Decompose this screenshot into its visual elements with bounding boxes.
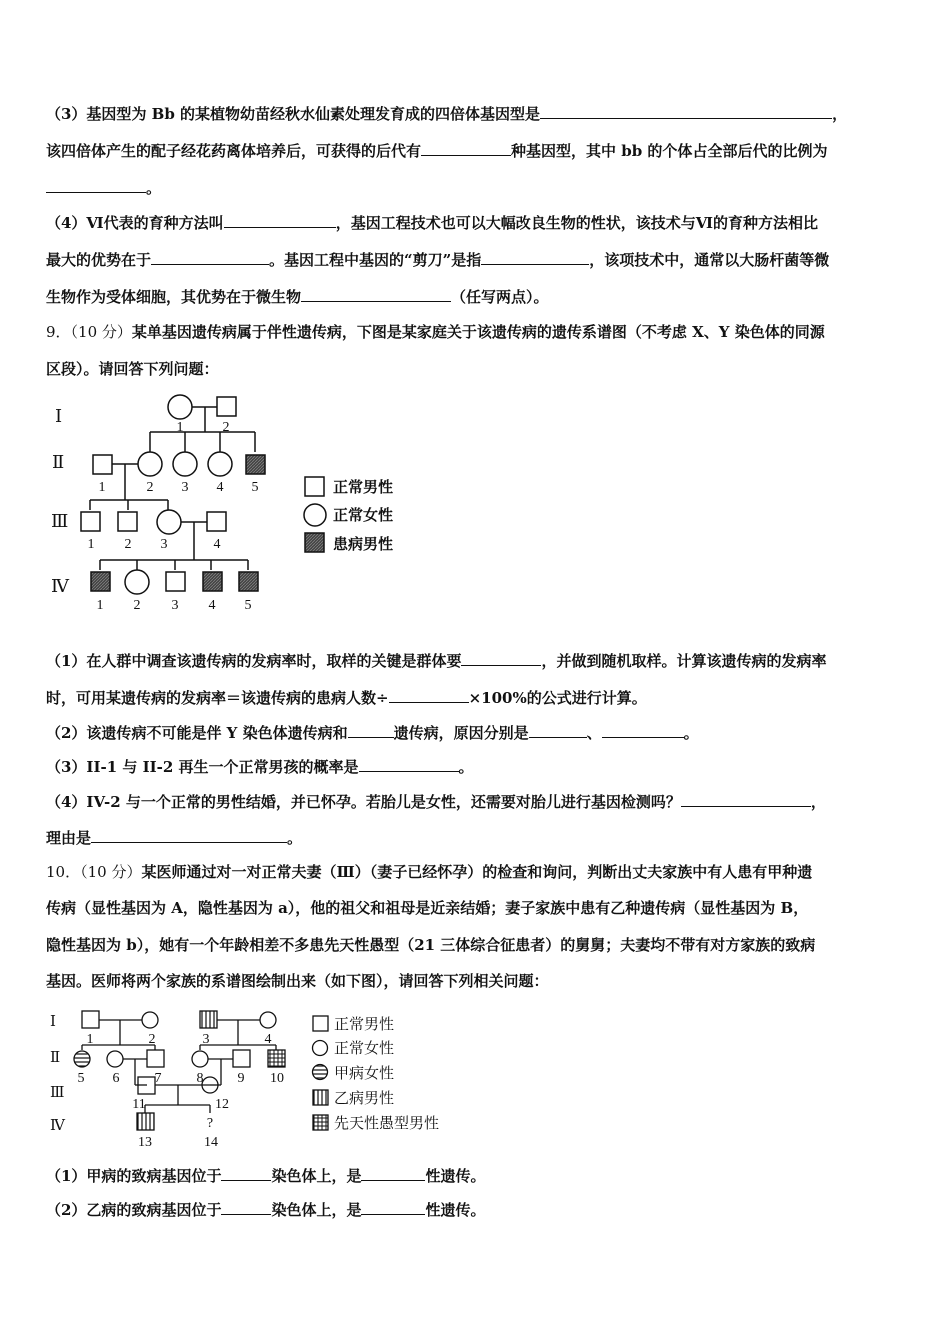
individual-number: 12 xyxy=(215,1097,229,1112)
II-6-normal-female xyxy=(107,1051,123,1067)
individual-number: 5 xyxy=(251,480,259,495)
answer-blank[interactable] xyxy=(681,791,811,807)
q10-p1 xyxy=(46,1165,910,1186)
gen-label: Ⅰ xyxy=(50,1014,56,1030)
answer-blank[interactable] xyxy=(224,212,336,228)
individual-number: 2 xyxy=(124,537,132,552)
II-2-female xyxy=(138,452,162,476)
answer-blank[interactable] xyxy=(91,827,287,843)
text: （4）IV-2 与一个正常的男性结婚，并已怀孕。若胎儿是女性，还需要对胎儿进行基因检测吗？ xyxy=(46,793,681,811)
unknown-fetus-mark: ? xyxy=(206,1116,214,1131)
II-5-jia-female xyxy=(74,1051,90,1067)
legend-down-male-symbol xyxy=(313,1115,328,1130)
gen-label: Ⅱ xyxy=(52,452,65,472)
individual-number: 1 xyxy=(86,1032,94,1047)
individual-number: 4 xyxy=(208,598,216,613)
text: 性遗传。 xyxy=(425,1201,486,1219)
q10-stem-line4 xyxy=(46,971,910,991)
individual-number: 2 xyxy=(222,420,230,435)
IV-5-affected-male xyxy=(239,572,258,591)
text: 基因。医师将两个家族的系谱图绘制出来（如下图），请回答下列相关问题： xyxy=(46,972,549,990)
text: （4）Ⅵ代表的育种方法叫 xyxy=(46,214,224,232)
answer-blank[interactable] xyxy=(361,1165,425,1181)
text: 遗传病，原因分别是 xyxy=(393,724,529,742)
legend-normal-female-symbol xyxy=(313,1041,328,1056)
text: 性遗传。 xyxy=(425,1167,486,1185)
text: （2）该遗传病不可能是伴 Y 染色体遗传病和 xyxy=(46,724,348,742)
q9-p2 xyxy=(46,722,910,743)
q10-stem-line2 xyxy=(46,898,910,918)
individual-number: 3 xyxy=(171,598,179,613)
gen-label: Ⅲ xyxy=(51,511,69,531)
answer-blank[interactable] xyxy=(221,1165,271,1181)
question-number: 9． xyxy=(46,323,71,341)
q9-stem-line1 xyxy=(46,322,910,342)
text: 传病（显性基因为 A，隐性基因为 a），他的祖父和祖母是近亲结婚；妻子家族中患有乙种遗传病（显性基因为 B， xyxy=(46,899,809,917)
text: 隐性基因为 b），她有一个年龄相差不多患先天性愚型（21 三体综合征患者）的舅舅；夫妻均不带有对方家族的致病 xyxy=(46,936,816,954)
individual-number: 3 xyxy=(160,537,168,552)
II-1-male xyxy=(93,455,112,474)
text: （1）在人群中调查该遗传病的发病率时，取样的关键是群体要 xyxy=(46,652,462,670)
gen-label: Ⅳ xyxy=(50,1118,65,1134)
answer-blank[interactable] xyxy=(421,140,511,156)
text: 。 xyxy=(146,179,162,197)
individual-number: 7 xyxy=(154,1071,162,1086)
q8-p3-line3 xyxy=(46,177,910,198)
text: 。 xyxy=(683,724,699,742)
gen-label: Ⅰ xyxy=(55,406,63,426)
text: 区段）。请回答下列问题： xyxy=(46,360,219,378)
legend-label: 正常男性 xyxy=(333,480,394,496)
individual-number: 14 xyxy=(204,1135,218,1150)
text: 染色体上，是 xyxy=(271,1167,362,1185)
q10-p2 xyxy=(46,1199,910,1220)
individual-number: 2 xyxy=(133,598,141,613)
I-3-yi-male xyxy=(200,1011,217,1028)
legend-label: 先天性愚型男性 xyxy=(334,1116,440,1132)
individual-number: 4 xyxy=(213,537,221,552)
text: ， xyxy=(832,105,848,123)
answer-blank[interactable] xyxy=(602,722,684,738)
text: （任写两点）。 xyxy=(451,288,549,306)
legend-normal-male-symbol xyxy=(313,1016,328,1031)
text: 、 xyxy=(586,724,602,742)
II-7-normal-male xyxy=(147,1050,164,1067)
IV-3-male xyxy=(166,572,185,591)
text: （3）II-1 与 II-2 再生一个正常男孩的概率是 xyxy=(46,758,359,776)
q9-stem-line2 xyxy=(46,359,910,379)
text: 。基因工程中基因的“剪刀”是指 xyxy=(269,251,482,269)
q10-stem-line1 xyxy=(46,862,910,882)
text: 理由是 xyxy=(46,829,92,847)
individual-number: 3 xyxy=(202,1032,210,1047)
q8-p4-line1 xyxy=(46,212,910,233)
II-10-down-male xyxy=(268,1050,285,1067)
q9-pedigree-figure xyxy=(40,388,420,620)
legend-label: 甲病女性 xyxy=(334,1066,395,1082)
II-4-female xyxy=(208,452,232,476)
individual-number: 11 xyxy=(132,1097,146,1112)
q9-p3 xyxy=(46,756,910,777)
individual-number: 5 xyxy=(244,598,252,613)
answer-blank[interactable] xyxy=(348,722,394,738)
q8-p4-line2 xyxy=(46,249,910,270)
text: （3）基因型为 Bb 的某植物幼苗经秋水仙素处理发育成的四倍体基因型是 xyxy=(46,105,541,123)
q8-p3-line2 xyxy=(46,140,910,161)
legend-label: 乙病男性 xyxy=(334,1091,395,1107)
text: 。 xyxy=(458,758,474,776)
legend-affected-male-symbol xyxy=(305,533,324,552)
legend-label: 正常女性 xyxy=(333,508,394,524)
q9-p1-line1 xyxy=(46,650,910,671)
IV-2-female xyxy=(125,570,149,594)
individual-number: 1 xyxy=(87,537,95,552)
legend-normal-male-symbol xyxy=(305,477,324,496)
answer-blank[interactable] xyxy=(529,722,587,738)
question-score: （10 分） xyxy=(80,863,142,881)
text: 时，可用某遗传病的发病率＝该遗传病的患病人数÷ xyxy=(46,689,389,707)
individual-number: 4 xyxy=(264,1032,272,1047)
individual-number: 9 xyxy=(237,1071,245,1086)
individual-number: 10 xyxy=(270,1071,284,1086)
answer-blank[interactable] xyxy=(151,249,269,265)
text: （1）甲病的致病基因位于 xyxy=(46,1167,222,1185)
answer-blank[interactable] xyxy=(359,756,459,772)
individual-number: 13 xyxy=(138,1135,152,1150)
q9-p1-line2 xyxy=(46,687,910,708)
text: ， xyxy=(810,793,826,811)
gen-label: Ⅳ xyxy=(51,576,69,596)
I-1-normal-male xyxy=(82,1011,99,1028)
legend-jia-female-symbol xyxy=(313,1065,328,1080)
gen-label: Ⅲ xyxy=(50,1085,65,1101)
text: ×100%的公式进行计算。 xyxy=(468,689,647,707)
gen-label: Ⅱ xyxy=(50,1050,61,1066)
answer-blank[interactable] xyxy=(481,249,589,265)
answer-blank[interactable] xyxy=(361,1199,425,1215)
answer-blank[interactable] xyxy=(540,103,832,119)
III-2-male xyxy=(118,512,137,531)
individual-number: 4 xyxy=(216,480,224,495)
answer-blank[interactable] xyxy=(301,286,451,302)
II-8-normal-female xyxy=(192,1051,208,1067)
II-3-female xyxy=(173,452,197,476)
legend-normal-female-symbol xyxy=(304,504,326,526)
III-1-male xyxy=(81,512,100,531)
answer-blank[interactable] xyxy=(46,177,146,193)
q9-p4-line1 xyxy=(46,791,910,812)
individual-number: 1 xyxy=(96,598,104,613)
individual-number: 2 xyxy=(146,480,154,495)
I-2-male xyxy=(217,397,236,416)
I-2-normal-female xyxy=(142,1012,158,1028)
IV-13-yi-male xyxy=(137,1113,154,1130)
text: 某单基因遗传病属于伴性遗传病，下图是某家庭关于该遗传病的遗传系谱图（不考虑 X、Y 染色体的同源 xyxy=(131,323,825,341)
individual-number: 1 xyxy=(176,420,184,435)
answer-blank[interactable] xyxy=(221,1199,271,1215)
text: 生物作为受体细胞，其优势在于微生物 xyxy=(46,288,302,306)
answer-blank[interactable] xyxy=(389,687,469,703)
individual-number: 2 xyxy=(148,1032,156,1047)
individual-number: 6 xyxy=(112,1071,120,1086)
legend-yi-male-symbol xyxy=(313,1090,328,1105)
III-3-female xyxy=(157,510,181,534)
individual-number: 8 xyxy=(196,1071,204,1086)
q8-p4-line3 xyxy=(46,286,910,307)
II-9-normal-male xyxy=(233,1050,250,1067)
III-4-male xyxy=(207,512,226,531)
text: 最大的优势在于 xyxy=(46,251,152,269)
text: 某医师通过对一对正常夫妻（Ⅲ）（妻子已经怀孕）的检查和询问，判断出丈夫家族中有人患有甲种遗 xyxy=(141,863,813,881)
answer-blank[interactable] xyxy=(461,650,541,666)
q9-p4-line2 xyxy=(46,827,910,848)
text: 。 xyxy=(287,829,303,847)
q10-pedigree-figure xyxy=(40,1004,470,1154)
IV-4-affected-male xyxy=(203,572,222,591)
I-4-normal-female xyxy=(260,1012,276,1028)
legend-label: 正常男性 xyxy=(334,1017,395,1033)
IV-1-affected-male xyxy=(91,572,110,591)
question-score: （10 分） xyxy=(70,323,132,341)
II-5-affected-male xyxy=(246,455,265,474)
text: ，基因工程技术也可以大幅改良生物的性状，该技术与Ⅵ的育种方法相比 xyxy=(335,214,818,232)
q8-p3-line1 xyxy=(46,103,910,124)
I-1-female xyxy=(168,395,192,419)
text: （2）乙病的致病基因位于 xyxy=(46,1201,222,1219)
text: ，并做到随机取样。计算该遗传病的发病率 xyxy=(541,652,827,670)
individual-number: 1 xyxy=(98,480,106,495)
text: 该四倍体产生的配子经花药离体培养后，可获得的后代有 xyxy=(46,142,422,160)
text: ，该项技术中，通常以大肠杆菌等微 xyxy=(589,251,830,269)
legend-label: 正常女性 xyxy=(334,1041,395,1057)
individual-number: 3 xyxy=(181,480,189,495)
question-number: 10． xyxy=(46,863,81,881)
text: 种基因型，其中 bb 的个体占全部后代的比例为 xyxy=(511,142,828,160)
text: 染色体上，是 xyxy=(271,1201,362,1219)
legend-label: 患病男性 xyxy=(333,537,394,553)
individual-number: 5 xyxy=(77,1071,85,1086)
q10-stem-line3 xyxy=(46,935,910,955)
